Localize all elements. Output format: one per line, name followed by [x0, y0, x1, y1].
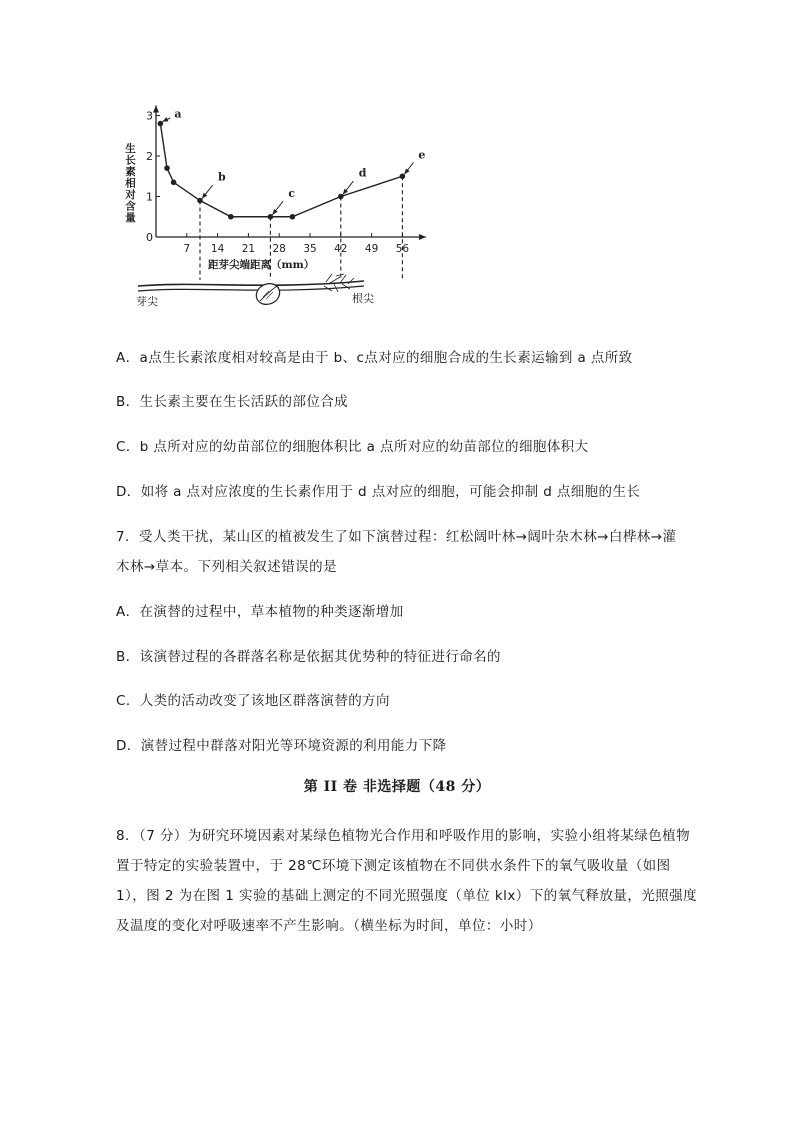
seedling-drawing: [138, 274, 364, 308]
root-tip-label: 根尖: [352, 292, 374, 305]
y-tick-label: 0: [146, 231, 153, 244]
x-tick-label: 21: [241, 243, 256, 255]
auxin-distribution-figure: [118, 98, 426, 320]
q7-option-c: C．人类的活动改变了该地区群落演替的方向: [116, 693, 390, 709]
section-title: 第 II 卷 非选择题（48 分）: [303, 779, 491, 795]
point-label-d: d: [358, 166, 367, 180]
point-label-e: e: [418, 148, 426, 162]
q7-stem-line-1: 7．受人类干扰，某山区的植被发生了如下演替过程：红松阔叶林→阔叶杂木林→白桦林→灌: [116, 529, 677, 545]
data-point: [171, 180, 177, 186]
x-tick-label: 7: [183, 243, 191, 255]
y-tick-label: 2: [146, 150, 153, 163]
q6-option-d: D．如将 a 点对应浓度的生长素作用于 d 点对应的细胞，可能会抑制 d 点细胞的生长: [116, 484, 641, 500]
point-label-b: b: [218, 170, 226, 184]
x-tick-label: 28: [272, 243, 286, 255]
arrowhead-e: [404, 168, 409, 174]
y-tick-label: 3: [146, 109, 153, 123]
q7-option-d: D．演替过程中群落对阳光等环境资源的利用能力下降: [116, 738, 447, 754]
data-point: [164, 165, 170, 171]
q7-stem-line-2: 木林→草本。下列相关叙述错误的是: [116, 559, 338, 575]
x-axis-label: 距芽尖端距离（mm）: [208, 259, 315, 271]
y-axis-label: 生长素相对含量: [124, 143, 136, 224]
x-tick-label: 35: [303, 243, 317, 255]
y-tick-label: 1: [146, 190, 153, 204]
bud-tip-label: 芽尖: [136, 295, 158, 308]
data-point: [228, 214, 234, 220]
q8-line-2: 置于特定的实验装置中，于 28℃环境下测定该植物在不同供水条件下的氧气吸收量（如图: [116, 858, 671, 874]
x-tick-label: 49: [364, 243, 379, 255]
y-axis-arrow: [153, 106, 159, 113]
q8-line-3: 1），图 2 为在图 1 实验的基础上测定的不同光照强度（单位 klx）下的氧气释放量，光照强度: [116, 888, 698, 904]
x-axis-arrow: [419, 234, 426, 240]
q7-option-a: A．在演替的过程中，草本植物的种类逐渐增加: [116, 604, 404, 620]
auxin-line-chart: [118, 98, 426, 320]
x-tick-label: 56: [395, 243, 410, 255]
point-label-c: c: [288, 186, 296, 200]
q8-line-1: 8．（7 分）为研究环境因素对某绿色植物光合作用和呼吸作用的影响，实验小组将某绿色植物: [116, 828, 691, 844]
q6-option-c: C．b 点所对应的幼苗部位的细胞体积比 a 点所对应的幼苗部位的细胞体积大: [116, 439, 589, 455]
x-tick-label: 14: [210, 243, 225, 255]
x-tick-label: 42: [334, 243, 348, 255]
point-label-a: a: [174, 107, 182, 121]
q6-option-a: A．a点生长素浓度相对较高是由于 b、c点对应的细胞合成的生长素运输到 a 点所致: [116, 350, 633, 366]
data-point: [158, 121, 164, 127]
q7-option-b: B．该演替过程的各群落名称是依据其优势种的特征进行命名的: [116, 649, 501, 665]
q8-line-4: 及温度的变化对呼吸速率不产生影响。（横坐标为时间，单位：小时）: [116, 918, 542, 934]
data-point: [290, 214, 296, 220]
q6-option-b: B．生长素主要在生长活跃的部位合成: [116, 394, 349, 410]
